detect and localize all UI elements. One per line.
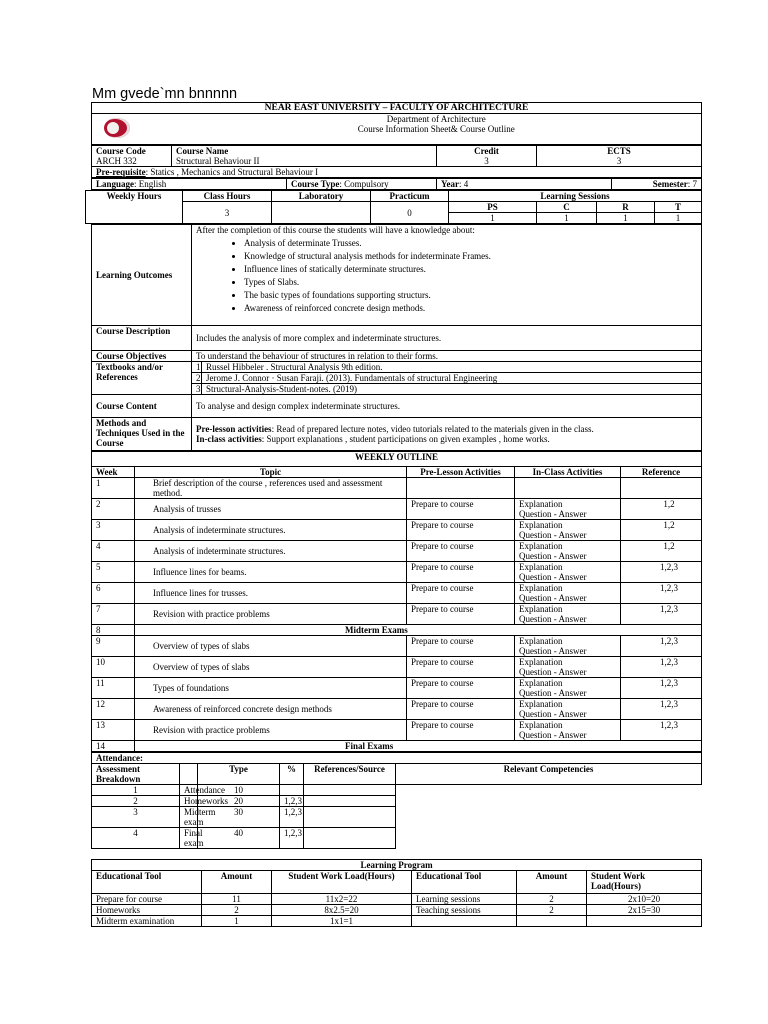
in-class-line: Explanation <box>519 720 563 730</box>
in-class-line: Explanation <box>519 678 563 688</box>
table-row <box>92 562 702 583</box>
in-class-line: Question - Answer <box>519 646 587 656</box>
methods-label: Methods and Techniques Used in the Course <box>92 418 192 451</box>
midterm-week: 8 <box>92 625 135 636</box>
week-number: 13 <box>92 720 135 741</box>
assessment-breakdown-label: Assessment Breakdown <box>92 764 180 785</box>
program-amount: 2 <box>202 905 272 916</box>
in-class-line: Question - Answer <box>519 509 587 519</box>
in-class-line: Question - Answer <box>519 688 587 698</box>
week-reference: 1,2 <box>621 541 702 562</box>
logo-cell <box>92 114 172 145</box>
program-load-2 <box>587 916 702 927</box>
list-item: • The basic types of foundations supporting structurs. <box>244 290 697 300</box>
week-topic: Influence lines for trusses. <box>135 583 407 604</box>
week-topic: Analysis of trusses <box>135 499 407 520</box>
week-in-class <box>515 657 621 678</box>
assessment-competency <box>304 828 396 849</box>
week-reference: 1,2,3 <box>621 657 702 678</box>
pre-lesson-label: Pre-lesson activities <box>196 424 272 434</box>
in-class-line: Question - Answer <box>519 572 587 582</box>
list-item: • Influence lines of statically determinate structures. <box>244 264 697 274</box>
assessment-competency <box>304 785 396 796</box>
course-details-table <box>91 224 702 451</box>
student-work-load-header-2: Student Work Load(Hours) <box>587 871 702 894</box>
week-in-class <box>515 562 621 583</box>
educational-tool-header: Educational Tool <box>92 871 202 894</box>
week-number: 9 <box>92 636 135 657</box>
course-type-label: Course Type <box>291 179 340 189</box>
in-class-line: Explanation <box>519 583 563 593</box>
week-reference: 1,2,3 <box>621 699 702 720</box>
week-topic: Analysis of indeterminate structures. <box>135 541 407 562</box>
assessment-competency <box>304 796 396 807</box>
session-value-r: 1 <box>597 213 655 224</box>
in-class-line: Question - Answer <box>519 614 587 624</box>
week-reference: 1,2,3 <box>621 678 702 699</box>
week-number: 10 <box>92 657 135 678</box>
language-value: : English <box>134 179 167 189</box>
week-reference: 1,2,3 <box>621 720 702 741</box>
session-value-t: 1 <box>655 213 702 224</box>
list-item: • Knowledge of structural analysis methods for indeterminate Frames. <box>244 251 697 261</box>
session-value-c: 1 <box>537 213 597 224</box>
learning-outcomes-cell <box>192 225 702 326</box>
in-class-text: : Support explanations , student participations on given examples , home works. <box>261 434 550 444</box>
table-row <box>92 699 702 720</box>
session-header-ps: PS <box>449 202 537 213</box>
sheet-title: Course Information Sheet& Course Outline <box>357 124 515 134</box>
learning-outcomes-intro: After the completion of this course the students will have a knowledge about: <box>196 225 475 235</box>
competencies-header: Relevant Competencies <box>396 764 702 785</box>
week-reference: 1,2 <box>621 520 702 541</box>
week-number: 2 <box>92 499 135 520</box>
course-code-label: Course Code <box>96 146 146 156</box>
week-number: 12 <box>92 699 135 720</box>
textbook-item: Russel Hibbeler . Structural Analysis 9th edition. <box>202 362 702 373</box>
credit-cell <box>437 146 537 167</box>
practicum-value: 0 <box>371 202 449 224</box>
list-item: • Types of Slabs. <box>244 277 697 287</box>
course-sheet <box>91 102 701 927</box>
prerequisite-cell <box>92 167 702 178</box>
language-label: Language <box>96 179 135 189</box>
program-amount-2: 2 <box>517 905 587 916</box>
table-row <box>92 520 702 541</box>
semester-value: : 7 <box>687 179 697 189</box>
class-hours-label: Class Hours <box>183 191 272 202</box>
in-class-line: Question - Answer <box>519 593 587 603</box>
week-reference: 1,2,3 <box>621 583 702 604</box>
learning-program-table <box>91 859 702 927</box>
program-load: 11x2=22 <box>272 894 412 905</box>
course-objectives-value: To understand the behaviour of structures in relation to their forms. <box>192 351 702 362</box>
in-class-line: Question - Answer <box>519 667 587 677</box>
language-table <box>91 178 702 190</box>
week-pre-lesson: Prepare to course <box>407 720 515 741</box>
methods-cell <box>192 418 702 451</box>
week-pre-lesson: Prepare to course <box>407 678 515 699</box>
assessment-type: Homeworks <box>180 796 198 807</box>
table-row <box>92 499 702 520</box>
ref-source-header: References/Source <box>304 764 396 785</box>
table-row <box>92 916 702 927</box>
list-item: • Analysis of determinate Trusses. <box>244 238 697 248</box>
amount-header-2: Amount <box>517 871 587 894</box>
program-load-2: 2x15=30 <box>587 905 702 916</box>
laboratory-label: Laboratory <box>272 191 371 202</box>
credit-value: 3 <box>484 156 489 166</box>
learning-outcomes-label: Learning Outcomes <box>92 225 192 326</box>
week-number: 4 <box>92 541 135 562</box>
program-amount: 1 <box>202 916 272 927</box>
assessment-percent: 30 <box>198 807 280 828</box>
practicum-label: Practicum <box>371 191 449 202</box>
assessment-type: Attendance <box>180 785 198 796</box>
course-name-label: Course Name <box>176 146 229 156</box>
weekly-outline-title: WEEKLY OUTLINE <box>92 452 702 467</box>
week-in-class <box>515 699 621 720</box>
course-name-value: Structural Behaviour II <box>176 156 260 166</box>
course-info-table <box>91 145 702 178</box>
table-row <box>92 785 702 796</box>
ects-value: 3 <box>616 156 622 166</box>
assessment-percent: 40 <box>198 828 280 849</box>
university-title: NEAR EAST UNIVERSITY – FACULTY OF ARCHITECTURE <box>92 103 702 114</box>
table-row <box>92 678 702 699</box>
week-topic: Influence lines for beams. <box>135 562 407 583</box>
course-content-label: Course Content <box>92 395 192 418</box>
assessment-ref: 1,2,3 <box>280 796 304 807</box>
table-row <box>92 478 702 499</box>
session-header-r: R <box>597 202 655 213</box>
year-value: : 4 <box>459 179 469 189</box>
week-pre-lesson: Prepare to course <box>407 636 515 657</box>
weekly-outline-table <box>91 451 702 752</box>
week-topic: Brief description of the course , references used and assessment method. <box>135 478 407 499</box>
week-in-class <box>515 636 621 657</box>
program-tool: Homeworks <box>92 905 202 916</box>
in-class-line: Question - Answer <box>519 709 587 719</box>
textbook-item: Jerome J. Connor · Susan Faraji. (2013). Fundamentals of structural Engineering <box>202 373 702 384</box>
year-label: Year <box>441 179 459 189</box>
table-row <box>92 541 702 562</box>
textbook-item: Structural-Analysis-Student-notes. (2019) <box>202 384 702 395</box>
learning-outcomes-list <box>196 238 697 313</box>
week-number: 11 <box>92 678 135 699</box>
week-in-class <box>515 604 621 625</box>
program-tool: Midterm examination <box>92 916 202 927</box>
in-class-line: Explanation <box>519 562 563 572</box>
course-type-cell <box>287 179 437 190</box>
in-class-label: In-class activities <box>196 434 262 444</box>
week-reference: 1,2,3 <box>621 636 702 657</box>
table-row <box>92 657 702 678</box>
assessment-ref <box>280 785 304 796</box>
assessment-num: 4 <box>92 828 180 849</box>
course-description-label: Course Description <box>92 326 192 351</box>
reference-header: Reference <box>621 467 702 478</box>
session-header-c: C <box>537 202 597 213</box>
textbook-num: 2 <box>192 373 202 384</box>
week-pre-lesson: Prepare to course <box>407 562 515 583</box>
week-topic: Revision with practice problems <box>135 720 407 741</box>
program-tool: Prepare for course <box>92 894 202 905</box>
final-label: Final Exams <box>135 741 702 752</box>
in-class-line: Question - Answer <box>519 730 587 740</box>
in-class-line: Explanation <box>519 699 563 709</box>
week-topic: Overview of types of slabs <box>135 657 407 678</box>
week-reference: 1,2,3 <box>621 562 702 583</box>
program-tool-2: Learning sessions <box>412 894 517 905</box>
week-pre-lesson: Prepare to course <box>407 699 515 720</box>
in-class-line: Explanation <box>519 541 563 551</box>
program-amount-2: 2 <box>517 894 587 905</box>
week-pre-lesson: Prepare to course <box>407 520 515 541</box>
textbook-num: 3 <box>192 384 202 395</box>
table-row <box>92 720 702 741</box>
course-type-value: : Compulsory <box>339 179 389 189</box>
final-week: 14 <box>92 741 135 752</box>
assessment-percent: 10 <box>198 785 280 796</box>
week-reference: 1,2,3 <box>621 604 702 625</box>
week-in-class <box>515 520 621 541</box>
week-topic: Revision with practice problems <box>135 604 407 625</box>
week-topic: Overview of types of slabs <box>135 636 407 657</box>
program-amount: 11 <box>202 894 272 905</box>
year-cell <box>437 179 612 190</box>
learning-program-title: Learning Program <box>92 860 702 871</box>
assessment-num: 1 <box>92 785 180 796</box>
week-in-class <box>515 499 621 520</box>
program-load-2: 2x10=20 <box>587 894 702 905</box>
week-number: 3 <box>92 520 135 541</box>
amount-header: Amount <box>202 871 272 894</box>
table-row <box>92 905 702 916</box>
credit-label: Credit <box>474 146 499 156</box>
percent-header: % <box>280 764 304 785</box>
week-in-class <box>515 541 621 562</box>
prerequisite-label: Pre-requisite <box>96 167 146 177</box>
course-code-value: ARCH 332 <box>96 156 137 166</box>
semester-cell <box>612 179 702 190</box>
assessment-competency <box>304 807 396 828</box>
table-row <box>92 807 702 828</box>
session-header-t: T <box>655 202 702 213</box>
in-class-header: In-Class Activities <box>515 467 621 478</box>
midterm-label: Midterm Exams <box>135 625 702 636</box>
assessment-percent: 20 <box>198 796 280 807</box>
header-table <box>91 102 702 145</box>
session-value-ps: 1 <box>449 213 537 224</box>
week-in-class <box>515 720 621 741</box>
program-load: 1x1=1 <box>272 916 412 927</box>
week-in-class <box>515 583 621 604</box>
in-class-line: Explanation <box>519 636 563 646</box>
week-pre-lesson: Prepare to course <box>407 604 515 625</box>
educational-tool-header-2: Educational Tool <box>412 871 517 894</box>
week-topic: Analysis of indeterminate structures. <box>135 520 407 541</box>
student-work-load-header: Student Work Load(Hours) <box>272 871 412 894</box>
assessment-type: Final exam <box>180 828 198 849</box>
weekly-hours-table <box>85 190 702 224</box>
learning-sessions-label: Learning Sessions <box>449 191 702 202</box>
table-row <box>92 828 702 849</box>
program-tool-2: Teaching sessions <box>412 905 517 916</box>
program-amount-2 <box>517 916 587 927</box>
type-header: Type <box>198 764 280 785</box>
course-objectives-label: Course Objectives <box>92 351 192 362</box>
week-number: 6 <box>92 583 135 604</box>
week-reference: 1,2 <box>621 499 702 520</box>
table-row <box>92 636 702 657</box>
course-name-cell <box>172 146 437 167</box>
course-description-value: Includes the analysis of more complex and indeterminate structures. <box>192 326 702 351</box>
semester-label: Semester <box>652 179 688 189</box>
assessment-type: Midterm exam <box>180 807 198 828</box>
week-reference <box>621 478 702 499</box>
in-class-line: Explanation <box>519 657 563 667</box>
assessment-num: 2 <box>92 796 180 807</box>
course-content-value: To analyse and design complex indeterminate structures. <box>192 395 702 418</box>
textbook-num: 1 <box>192 362 202 373</box>
ects-label: ECTS <box>607 146 631 156</box>
week-header: Week <box>92 467 135 478</box>
course-code-cell <box>92 146 172 167</box>
list-item: • Awareness of reinforced concrete design methods. <box>244 303 697 313</box>
week-topic: Awareness of reinforced concrete design methods <box>135 699 407 720</box>
assessment-table <box>91 752 702 849</box>
laboratory-value <box>272 202 371 224</box>
in-class-line: Question - Answer <box>519 551 587 561</box>
week-number: 1 <box>92 478 135 499</box>
week-topic: Types of foundations <box>135 678 407 699</box>
class-hours-value: 3 <box>183 202 272 224</box>
table-row <box>92 796 702 807</box>
week-pre-lesson: Prepare to course <box>407 657 515 678</box>
assessment-ref: 1,2,3 <box>280 828 304 849</box>
page-header: Mm gvede`mn bnnnnn <box>92 86 238 102</box>
program-load: 8x2.5=20 <box>272 905 412 916</box>
week-pre-lesson: Prepare to course <box>407 499 515 520</box>
pre-lesson-text: : Read of prepared lecture notes, video tutorials related to the materials given in the class. <box>271 424 594 434</box>
prerequisite-value: : Statics , Mechanics and Structural Behaviour I <box>145 167 319 177</box>
week-pre-lesson: Prepare to course <box>407 541 515 562</box>
in-class-line: Question - Answer <box>519 530 587 540</box>
department-name: Department of Architecture <box>386 114 486 124</box>
in-class-line: Explanation <box>519 499 563 509</box>
language-cell <box>92 179 287 190</box>
attendance-label: Attendance: <box>92 753 702 764</box>
in-class-line: Explanation <box>519 604 563 614</box>
week-pre-lesson <box>407 478 515 499</box>
week-number: 7 <box>92 604 135 625</box>
department-cell <box>172 114 702 145</box>
program-tool-2 <box>412 916 517 927</box>
in-class-line: Explanation <box>519 520 563 530</box>
university-logo-icon <box>104 118 130 138</box>
pre-lesson-header: Pre-Lesson Activities <box>407 467 515 478</box>
weekly-hours-label: Weekly Hours <box>86 191 183 224</box>
table-row <box>92 604 702 625</box>
week-number: 5 <box>92 562 135 583</box>
table-row <box>92 583 702 604</box>
ects-cell <box>537 146 702 167</box>
week-pre-lesson: Prepare to course <box>407 583 515 604</box>
assessment-num: 3 <box>92 807 180 828</box>
textbooks-label: Textbooks and/or References <box>92 362 192 395</box>
assessment-ref: 1,2,3 <box>280 807 304 828</box>
table-row <box>92 894 702 905</box>
week-in-class <box>515 478 621 499</box>
week-in-class <box>515 678 621 699</box>
topic-header: Topic <box>135 467 407 478</box>
